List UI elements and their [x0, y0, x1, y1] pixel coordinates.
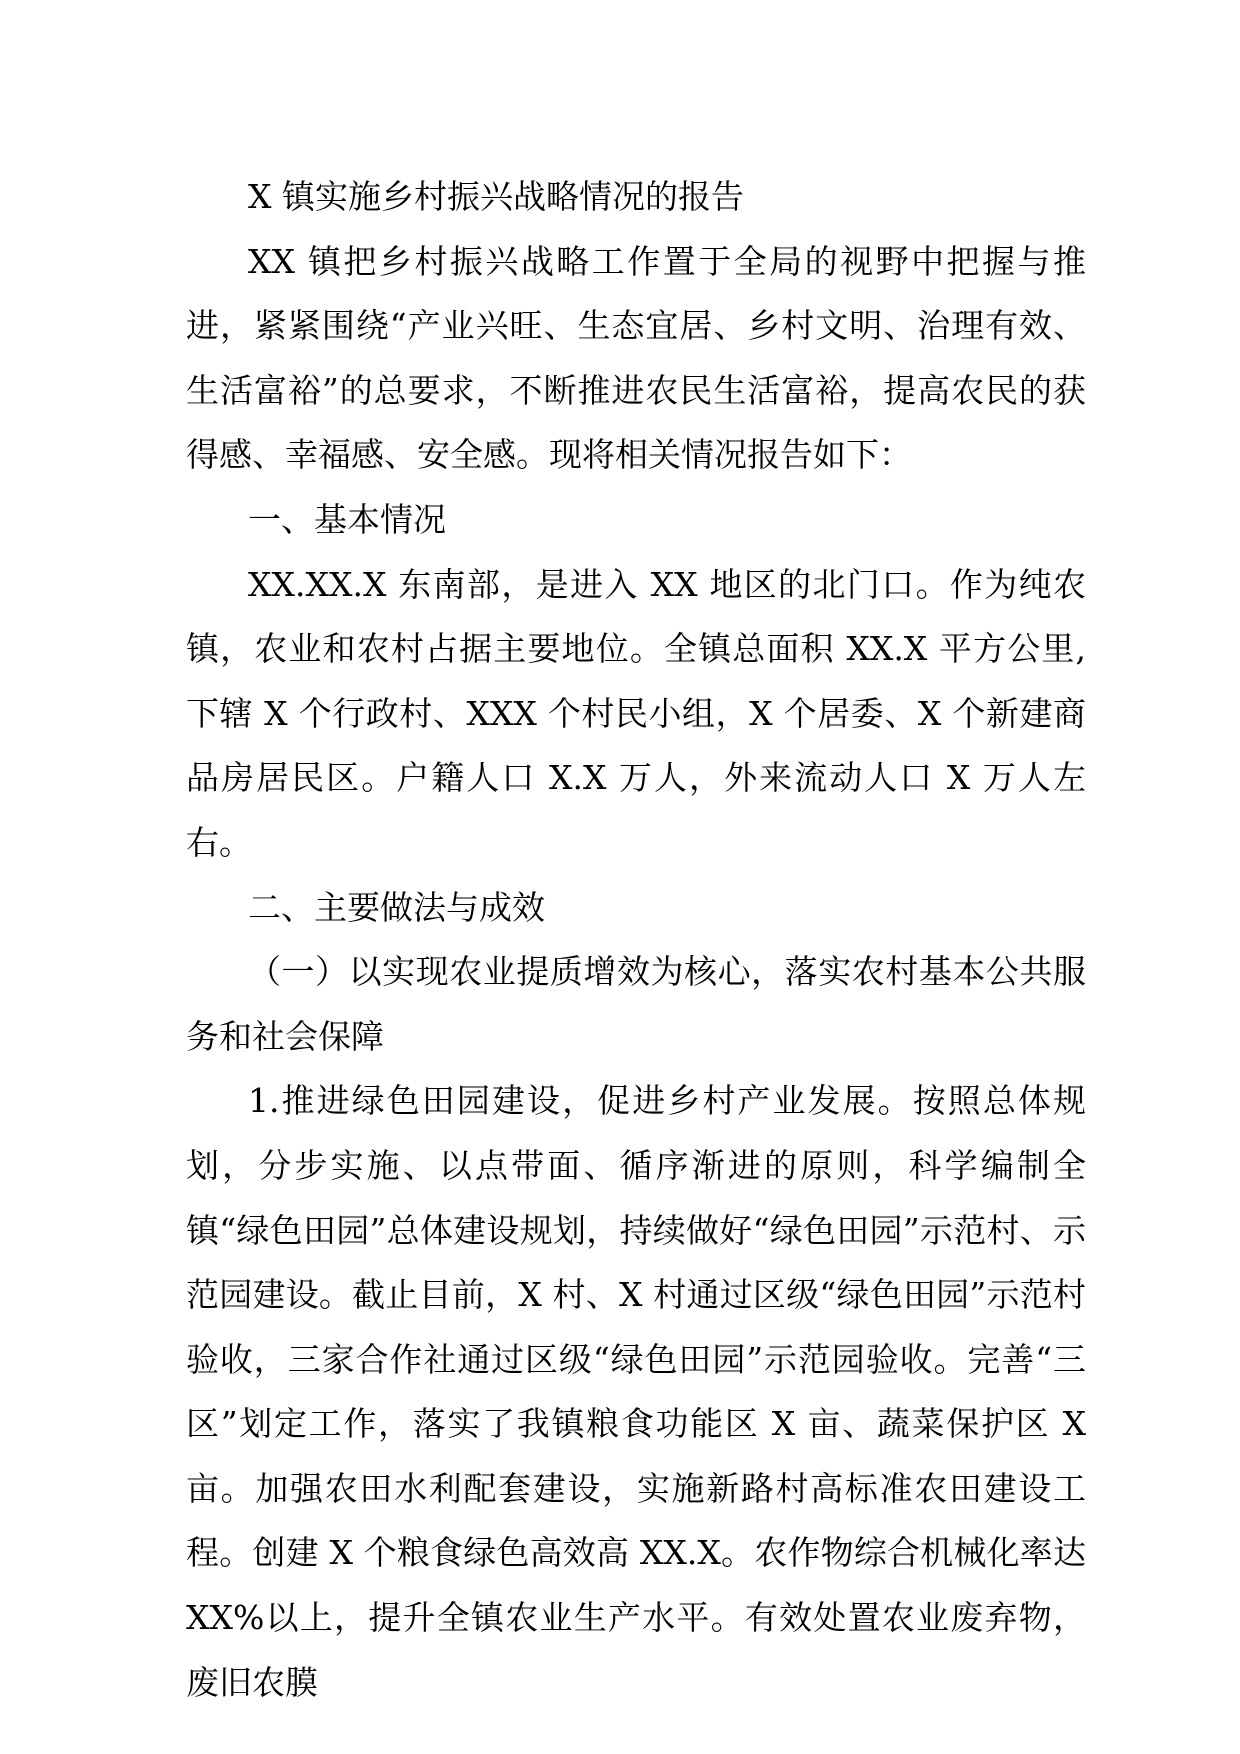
intro-paragraph: XX 镇把乡村振兴战略工作置于全局的视野中把握与推进，紧紧围绕“产业兴旺、生态宜居、乡村文明、治理有效、生活富裕”的总要求，不断推进农民生活富裕，提高农民的获得感、幸福感、安全感。现将相关情况报告如下：	[186, 241, 1086, 475]
subsection-heading-1: （一）以实现农业提质增效为核心，落实农村基本公共服务和社会保障	[186, 952, 1086, 1056]
section-heading-basic: 一、基本情况	[248, 499, 446, 539]
document-body	[186, 165, 1086, 1715]
section-heading-measures: 二、主要做法与成效	[248, 887, 545, 927]
basic-situation-paragraph: XX.XX.X 东南部，是进入 XX 地区的北门口。作为纯农镇，农业和农村占据主要地位。全镇总面积 XX.X 平方公里,下辖 X 个行政村、XXX 个村民小组，X 个居委、X 个新建商品房居民区。户籍人口 X.X 万人，外来流动人口 X 万人左右。	[186, 564, 1086, 862]
item-1-paragraph: 1.推进绿色田园建设，促进乡村产业发展。按照总体规划，分步实施、以点带面、循序渐进的原则，科学编制全镇“绿色田园”总体建设规划，持续做好“绿色田园”示范村、示范园建设。截止目前，X 村、X 村通过区级“绿色田园”示范村验收，三家合作社通过区级“绿色田园”示范园验收。完善“三区”划定工作，落实了我镇粮食功能区 X 亩、蔬菜保护区 X 亩。加强农田水利配套建设，实施新路村高标准农田建设工程。创建 X 个粮食绿色高效高 XX.X。农作物综合机械化率达 XX%以上，提升全镇农业生产水平。有效处置农业废弃物，废旧农膜	[186, 1081, 1086, 1702]
document-title: X 镇实施乡村振兴战略情况的报告	[248, 177, 744, 216]
